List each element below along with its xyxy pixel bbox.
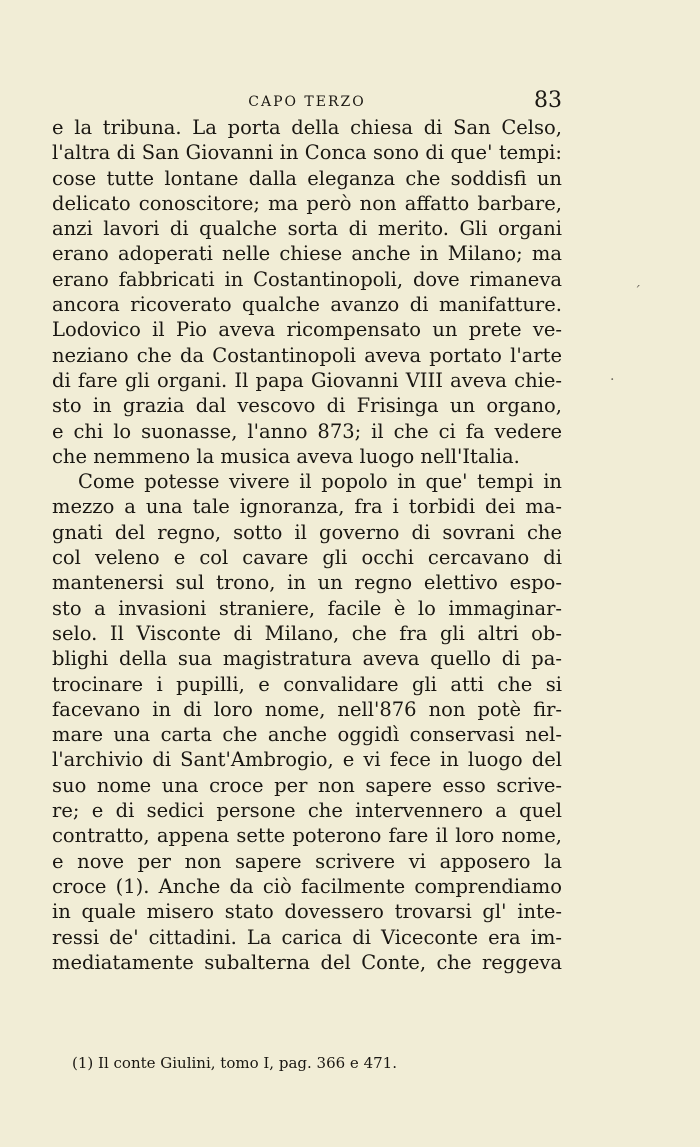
text-line: e la tribuna. La porta della chiesa di San Celso, — [52, 116, 562, 139]
text-line: e chi lo suonasse, l'anno 873; il che ci fa vedere — [52, 419, 562, 443]
page-number: 83 — [534, 88, 562, 113]
running-title: CAPO TERZO — [248, 94, 366, 110]
margin-mark: . — [610, 368, 615, 384]
text-line: gnati del regno, sotto il governo di sovrani che — [52, 520, 562, 544]
text-line: col veleno e col cavare gli occhi cercavano di — [52, 546, 562, 570]
margin-mark: ´ — [634, 284, 641, 300]
text-line: cose tutte lontane dalla eleganza che soddisfi un — [52, 166, 562, 190]
body-text — [52, 115, 562, 975]
text-line: che nemmeno la musica aveva luogo nell'Italia. — [52, 444, 520, 468]
text-line: neziano che da Costantinopoli aveva portato l'arte — [52, 343, 562, 367]
text-line: di fare gli organi. Il papa Giovanni VIII aveva chie- — [52, 368, 562, 392]
text-line: mantenersi sul trono, in un regno elettivo espo- — [52, 571, 562, 595]
text-line: e nove per non sapere scrivere vi apposero la — [52, 849, 562, 873]
text-line: ancora ricoverato qualche avanzo di manifatture. — [52, 293, 562, 317]
footnote: (1) Il conte Giulini, tomo I, pag. 366 e 471. — [72, 1054, 397, 1072]
text-line: l'altra di San Giovanni in Conca sono di que' tempi: — [52, 141, 562, 165]
text-line: mare una carta che anche oggidì conservasi nel- — [52, 723, 562, 747]
text-line: selo. Il Visconte di Milano, che fra gli altri ob- — [52, 621, 562, 645]
text-line: sto in grazia dal vescovo di Frisinga un organo, — [52, 394, 562, 418]
text-line: contratto, appena sette poterono fare il loro nome, — [52, 824, 562, 848]
text-line: mediatamente subalterna del Conte, che reggeva — [52, 950, 562, 974]
paragraph — [52, 115, 562, 469]
text-line: erano fabbricati in Costantinopoli, dove rimaneva — [52, 267, 562, 291]
text-line: Lodovico il Pio aveva ricompensato un prete ve- — [52, 318, 562, 342]
text-line: re; e di sedici persone che intervennero a quel — [52, 799, 562, 823]
text-line: facevano in di loro nome, nell'876 non potè fir- — [52, 697, 562, 721]
text-line: erano adoperati nelle chiese anche in Milano; ma — [52, 242, 562, 266]
text-line: delicato conoscitore; ma però non affatto barbare, — [52, 191, 562, 215]
text-line: sto a invasioni straniere, facile è lo immaginar- — [52, 596, 562, 620]
text-line: mezzo a una tale ignoranza, fra i torbidi dei ma- — [52, 495, 562, 519]
text-line: trocinare i pupilli, e convalidare gli atti che si — [52, 672, 562, 696]
page-header — [52, 88, 562, 118]
paragraph — [52, 469, 562, 975]
text-line: Come potesse vivere il popolo in que' tempi in — [78, 470, 562, 494]
text-line: suo nome una croce per non sapere esso scrive- — [52, 773, 562, 797]
text-line: anzi lavori di qualche sorta di merito. Gli organi — [52, 217, 562, 241]
text-line: blighi della sua magistratura aveva quello di pa- — [52, 647, 562, 671]
text-line: croce (1). Anche da ciò facilmente comprendiamo — [52, 874, 562, 898]
text-line: ressi de' cittadini. La carica di Viceconte era im- — [52, 925, 562, 949]
text-line: in quale misero stato dovessero trovarsi gl' inte- — [52, 900, 562, 924]
text-line: l'archivio di Sant'Ambrogio, e vi fece in luogo del — [52, 748, 562, 772]
